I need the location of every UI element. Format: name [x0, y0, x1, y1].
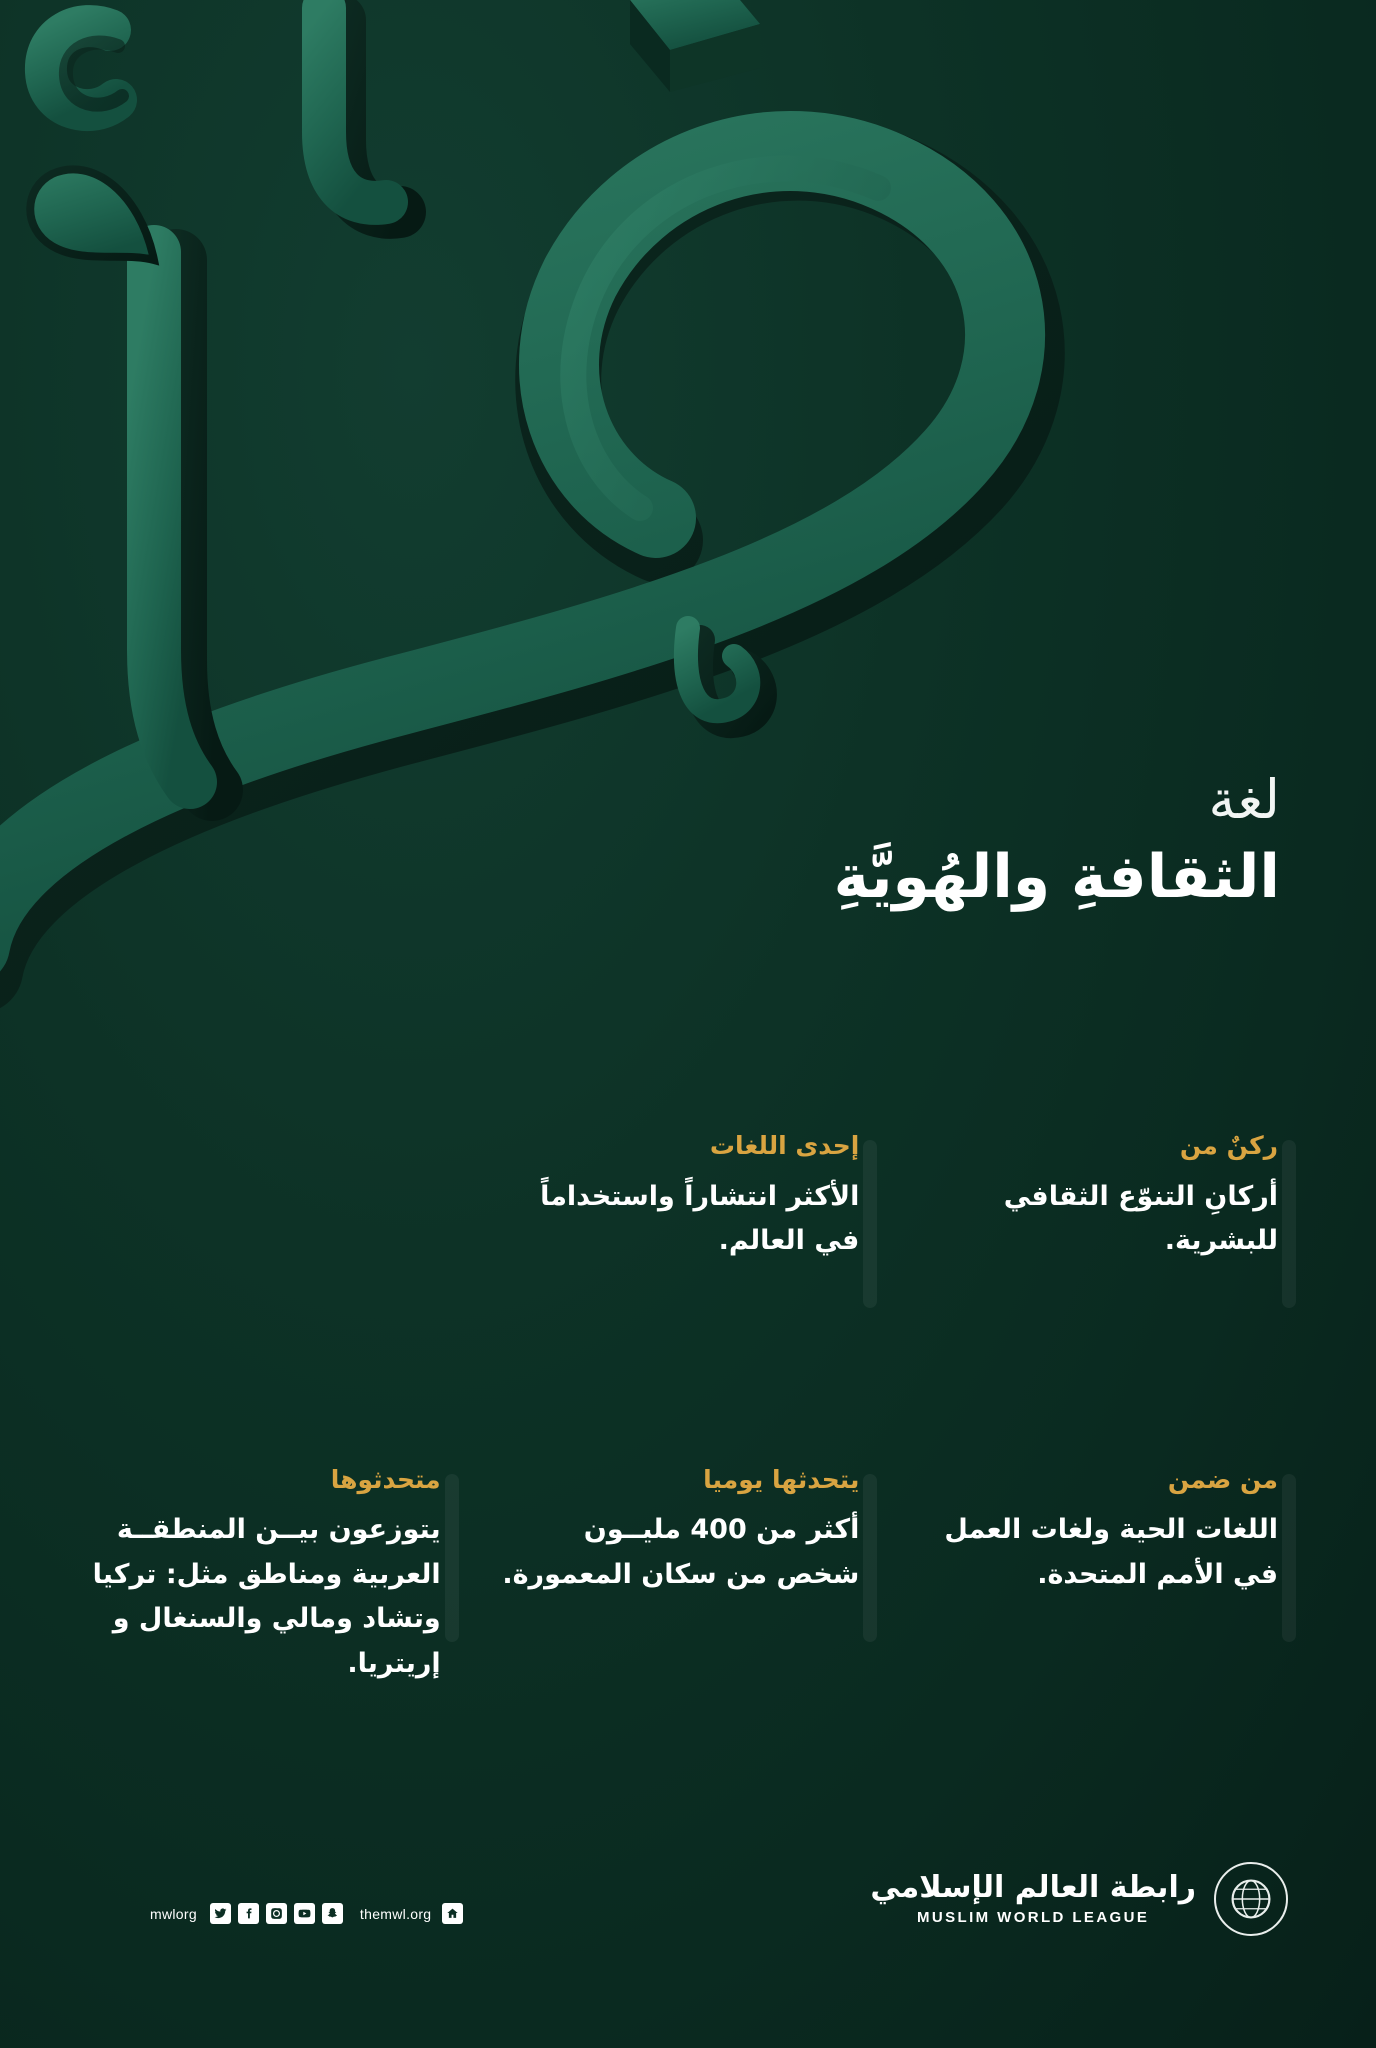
- fact-kicker: إحدى اللغات: [709, 1131, 860, 1160]
- fact-item: [499, 1130, 878, 1264]
- website-url[interactable]: themwl.org: [359, 1905, 432, 1922]
- logo-english-name: MUSLIM WORLD LEAGUE: [917, 1909, 1150, 1927]
- organization-logo: [870, 1862, 1288, 1936]
- headline-line-1: لغة: [1208, 768, 1280, 831]
- instagram-icon[interactable]: [266, 1903, 287, 1924]
- snapchat-icon[interactable]: [322, 1903, 343, 1924]
- facts-grid: [80, 1130, 1296, 1686]
- headline: [834, 770, 1280, 913]
- fact-item: [917, 1130, 1296, 1264]
- fact-accent-bar: [1282, 1474, 1296, 1642]
- fact-body: يتوزعون بيــن المنطقــة العربية ومناطق مثل: تركيا وتشاد ومالي والسنغال و إريتريا.: [92, 1514, 441, 1679]
- fact-kicker: ركنٌ من: [1179, 1131, 1278, 1160]
- fact-accent-bar: [445, 1474, 459, 1642]
- fact-item: [499, 1464, 878, 1687]
- headline-line-2: الثقافةِ والهُويَّةِ: [833, 842, 1280, 913]
- fact-kicker: متحدثوها: [330, 1464, 441, 1494]
- logo-arabic-name: رابطة العالم الإسلامي: [870, 1870, 1196, 1906]
- fact-accent-bar: [863, 1474, 877, 1642]
- fact-item: [917, 1464, 1296, 1687]
- social-handle: mwlorg: [150, 1905, 197, 1922]
- facebook-icon[interactable]: [238, 1903, 259, 1924]
- arabic-calligraphy-decoration: [0, 0, 1240, 1110]
- fact-body: أركانِ التنوّع الثقافي للبشرية.: [1003, 1180, 1278, 1257]
- home-icon[interactable]: [442, 1903, 463, 1924]
- youtube-icon[interactable]: [294, 1903, 315, 1924]
- logo-wordmark: [870, 1871, 1196, 1927]
- fact-body: الأكثر انتشاراً واستخداماً في العالم.: [540, 1180, 860, 1257]
- fact-body: اللغات الحية ولغات العمل في الأمم المتحدة.: [944, 1514, 1278, 1590]
- fact-kicker: يتحدثها يوميا: [703, 1464, 860, 1494]
- fact-item: [80, 1464, 459, 1687]
- twitter-icon[interactable]: [210, 1903, 231, 1924]
- fact-kicker: من ضمن: [1167, 1464, 1278, 1494]
- globe-emblem-icon: [1214, 1862, 1288, 1936]
- fact-accent-bar: [1282, 1140, 1296, 1308]
- fact-body: أكثر من 400 مليــون شخص من سكان المعمورة.: [502, 1514, 860, 1590]
- fact-accent-bar: [863, 1140, 877, 1308]
- social-bar: [150, 1903, 463, 1924]
